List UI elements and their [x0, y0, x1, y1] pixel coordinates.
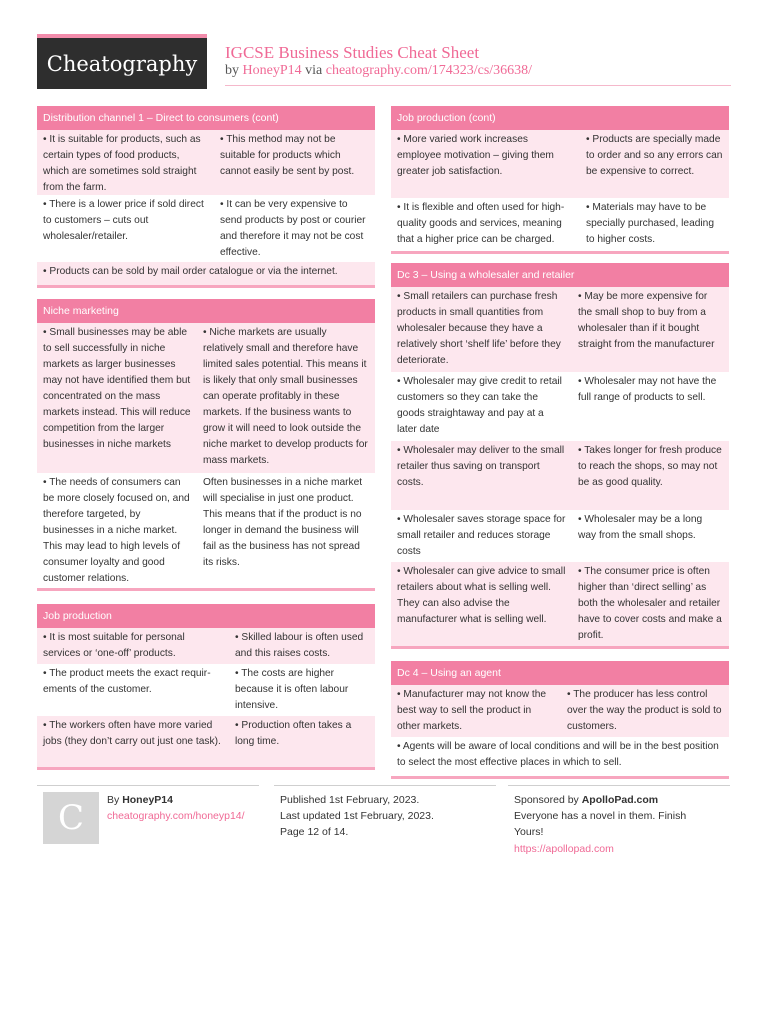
footer-author-url-link[interactable]: cheatography.com/honeyp14/	[107, 810, 245, 822]
table-cell: • It can be very expensive to send products by post or courier and therefore it may not be cost effective.	[220, 199, 366, 258]
section-title: Distribution channel 1 – Direct to consumers (cont)	[37, 106, 375, 130]
section-title: Dc 4 – Using an agent	[391, 661, 729, 685]
footer-sponsor-url-link[interactable]: https://apollopad.com	[514, 843, 614, 855]
section-title: Job production (cont)	[391, 106, 729, 130]
table-row	[391, 287, 729, 372]
footer-author-url-line	[107, 808, 245, 824]
table-row	[391, 685, 729, 737]
section-title: Job production	[37, 604, 375, 628]
table-row	[37, 628, 375, 664]
footer-divider	[508, 785, 730, 786]
table-cell: • It is most suitable for personal services or ‘one-off’ products.	[43, 632, 185, 659]
section-niche-marketing	[37, 299, 375, 591]
section-job-production	[37, 604, 375, 770]
section-distribution-channel-1	[37, 106, 375, 288]
section-job-production-cont	[391, 106, 729, 254]
table-cell: • Wholesaler may deliver to the small retailer thus saving on transport costs.	[397, 445, 565, 488]
table-row	[37, 473, 375, 588]
table-cell: • The product meets the exact requirements of the customer.	[43, 668, 211, 695]
table-row	[37, 664, 375, 716]
table-cell: • There is a lower price if sold direct to customers – cuts out wholesaler/retailer.	[43, 199, 204, 242]
table-row	[391, 198, 729, 251]
author-link[interactable]: HoneyP14	[242, 63, 302, 78]
table-cell: • Small businesses may be able to sell successfully in niche markets as larger businesses may not have identified them but concentrated on the mass markets instead. This will reduce competition from the larger businesses in niche markets	[43, 327, 191, 450]
table-cell: • Wholesaler may be a long way from the small shops.	[578, 514, 703, 541]
table-cell: • This method may not be suitable for products which cannot easily be sent by post.	[220, 134, 355, 177]
footer-sponsor-text: Everyone has a novel in them. Finish Yours!	[514, 810, 687, 838]
table-cell: • It is suitable for products, such as certain types of food products, which are sometimes sold straight from the farm.	[43, 134, 201, 193]
footer-published: Published 1st February, 2023.	[280, 794, 420, 806]
table-cell: • The producer has less control over the way the product is sold to customers.	[567, 689, 722, 732]
table-full-row: • Agents will be aware of local conditions and will be in the best position to select the most effective places in which to sell.	[391, 737, 729, 776]
sheet-url-link[interactable]: cheatography.com/174323/cs/36638/	[325, 63, 533, 78]
table-cell: • May be more expensive for the small shop to buy from a wholesaler than if it bought straight from the manufacturer	[578, 291, 715, 350]
logo-text: Cheatography	[46, 51, 198, 76]
avatar	[43, 792, 99, 844]
table-cell: • The workers often have more varied jobs (they don’t carry out just one task).	[43, 720, 221, 747]
table-cell: • Skilled labour is often used and this raises costs.	[235, 632, 364, 659]
footer-divider	[37, 785, 259, 786]
table-cell: • Niche markets are usually relatively small and therefore have limited sales potential. This means it is likely that only small businesses can operate profitably in these markets. If the business wants to grow it will need to look outside the niche market to develop products for mass markets.	[203, 327, 368, 466]
header-byline	[225, 63, 532, 79]
table-cell: • Wholesaler saves storage space for small retailer and reduces storage costs	[397, 514, 566, 557]
table-cell: • Materials may have to be specially purchased, leading to higher costs.	[586, 202, 714, 245]
footer-sponsored-label: Sponsored by	[514, 794, 579, 806]
footer-divider	[274, 785, 496, 786]
footer-updated: Last updated 1st February, 2023.	[280, 810, 434, 822]
avatar-letter: C	[57, 798, 84, 838]
table-cell: • Products are specially made to order and so any errors can be expensive to correct.	[586, 134, 723, 177]
table-cell: • More varied work increases employee motivation – giving them greater job satisfaction.	[397, 134, 554, 177]
section-dc4-using-an-agent	[391, 661, 729, 779]
table-cell: • Manufacturer may not know the best way to sell the product in other markets.	[397, 689, 547, 732]
table-row	[37, 195, 375, 262]
section-title: Dc 3 – Using a wholesaler and retailer	[391, 263, 729, 287]
footer-sponsor-url-line	[514, 841, 614, 857]
via-label: via	[305, 63, 323, 78]
table-cell: • The needs of consumers can be more closely focused on, and therefore targeted, by businesses in a niche market. This may lead to high levels of consumer loyalty and good customer relations.	[43, 477, 190, 584]
table-cell: • It is flexible and often used for high-quality goods and services, meaning that a higher price can be charged.	[397, 202, 565, 245]
footer-page-number: Page 12 of 14.	[280, 826, 349, 838]
table-row	[391, 130, 729, 198]
table-cell: Often businesses in a niche market will specialise in just one product. This means that if the product is no longer in demand the business will fail as the business has not spread its risks.	[203, 477, 363, 568]
cheatography-logo[interactable]	[37, 34, 207, 89]
table-cell: • Wholesaler can give advice to small retailers about what is selling well. They can also advise the manufacturer what is selling well.	[397, 566, 566, 625]
table-row	[391, 562, 729, 646]
table-cell: • Wholesaler may give credit to retail customers so they can take the goods straightaway and pay at a later date	[397, 376, 562, 435]
table-row	[391, 372, 729, 441]
table-cell: • Small retailers can purchase fresh products in small quantities from wholesaler because they have a relatively short ‘shelf life’ before they deteriorate.	[397, 291, 561, 366]
table-row	[37, 716, 375, 767]
page-title: IGCSE Business Studies Cheat Sheet	[225, 43, 480, 62]
table-row	[37, 323, 375, 473]
section-dc3-wholesaler-retailer	[391, 263, 729, 649]
section-title: Niche marketing	[37, 299, 375, 323]
table-cell: • Takes longer for fresh produce to reach the shops, so may not be as good quality.	[578, 445, 722, 488]
table-row	[391, 441, 729, 510]
table-row	[37, 130, 375, 195]
table-cell: • Wholesaler may not have the full range of products to sell.	[578, 376, 717, 403]
table-row	[391, 510, 729, 562]
table-cell: • Production often takes a long time.	[235, 720, 352, 747]
footer-by-label: By	[107, 794, 120, 806]
footer-sponsor-line	[514, 792, 658, 808]
table-full-row: • Products can be sold by mail order catalogue or via the internet.	[43, 266, 338, 277]
footer-author-line	[107, 792, 173, 808]
footer-sponsor-name[interactable]: ApolloPad.com	[581, 794, 659, 806]
table-cell: • The consumer price is often higher than ‘direct selling’ as both the wholesaler and retailer have to cover costs and make a profit.	[578, 566, 722, 641]
header-divider	[225, 85, 731, 86]
table-cell: • The costs are higher because it is often labour intensive.	[235, 668, 349, 711]
by-label: by	[225, 63, 239, 78]
footer-author-name[interactable]: HoneyP14	[122, 794, 173, 806]
